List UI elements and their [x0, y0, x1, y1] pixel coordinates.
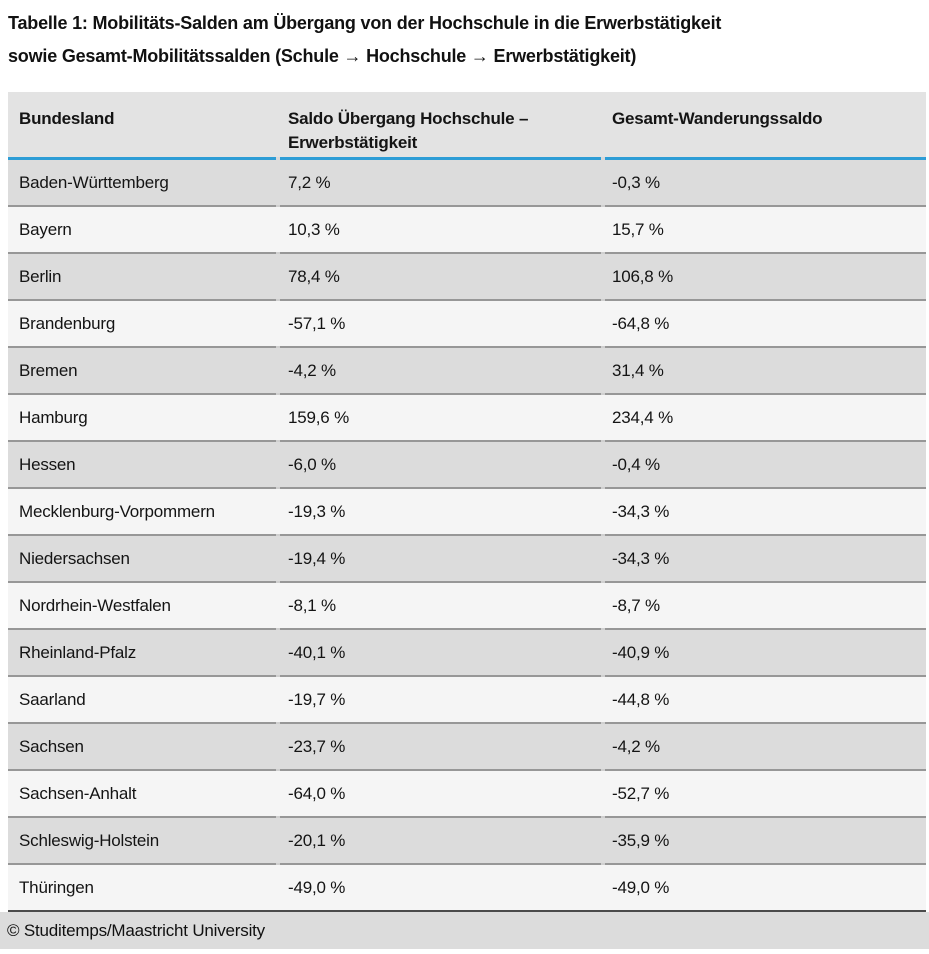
- gesamt-wanderungssaldo-cell: -40,9 %: [612, 642, 670, 662]
- saldo-hochschule-cell: -19,3 %: [288, 501, 346, 521]
- saldo-hochschule-cell: -57,1 %: [288, 313, 346, 333]
- saldo-hochschule-cell: 7,2 %: [288, 172, 331, 192]
- bundesland-cell: Thüringen: [19, 877, 94, 897]
- data-table: [8, 92, 926, 912]
- gesamt-wanderungssaldo-cell: -4,2 %: [612, 736, 660, 756]
- gesamt-wanderungssaldo-cell: -64,8 %: [612, 313, 670, 333]
- table-row: [8, 440, 926, 487]
- saldo-hochschule-cell: -4,2 %: [288, 360, 336, 380]
- bundesland-cell: Sachsen-Anhalt: [19, 783, 137, 803]
- source-credit-bar: [0, 912, 929, 949]
- gesamt-wanderungssaldo-cell: -0,4 %: [612, 454, 660, 474]
- bundesland-cell: Niedersachsen: [19, 548, 130, 568]
- bundesland-cell: Mecklenburg-Vorpommern: [19, 501, 215, 521]
- table-row: [8, 393, 926, 440]
- saldo-hochschule-cell: -23,7 %: [288, 736, 346, 756]
- table-header-row: [8, 92, 926, 157]
- table-row: [8, 160, 926, 205]
- bundesland-cell: Brandenburg: [19, 313, 116, 333]
- bundesland-cell: Schleswig-Holstein: [19, 830, 160, 850]
- table-row: [8, 252, 926, 299]
- column-header-saldo-line-1: Saldo Übergang Hochschule –: [288, 109, 529, 128]
- saldo-hochschule-cell: -19,4 %: [288, 548, 346, 568]
- saldo-hochschule-cell: 78,4 %: [288, 266, 340, 286]
- table-row: [8, 628, 926, 675]
- saldo-hochschule-cell: -8,1 %: [288, 595, 336, 615]
- bundesland-cell: Saarland: [19, 689, 86, 709]
- table-row: [8, 299, 926, 346]
- table-row: [8, 581, 926, 628]
- table-row: [8, 346, 926, 393]
- gesamt-wanderungssaldo-cell: -34,3 %: [612, 501, 670, 521]
- gesamt-wanderungssaldo-cell: -0,3 %: [612, 172, 660, 192]
- table-row: [8, 205, 926, 252]
- table-title: [0, 0, 929, 92]
- gesamt-wanderungssaldo-cell: -8,7 %: [612, 595, 660, 615]
- table-row: [8, 863, 926, 910]
- gesamt-wanderungssaldo-cell: 15,7 %: [612, 219, 664, 239]
- title-line-2: sowie Gesamt-Mobilitätssalden (Schule → Hochschule → Erwerbstätigkeit): [8, 46, 637, 66]
- saldo-hochschule-cell: -6,0 %: [288, 454, 336, 474]
- column-header-gesamt-wanderungssaldo: Gesamt-Wanderungssaldo: [612, 109, 823, 128]
- saldo-hochschule-cell: -19,7 %: [288, 689, 346, 709]
- table-row: [8, 816, 926, 863]
- bundesland-cell: Baden-Württemberg: [19, 172, 169, 192]
- column-header-saldo-line-2: Erwerbstätigkeit: [288, 133, 418, 152]
- gesamt-wanderungssaldo-cell: 31,4 %: [612, 360, 664, 380]
- gesamt-wanderungssaldo-cell: -34,3 %: [612, 548, 670, 568]
- bundesland-cell: Hamburg: [19, 407, 88, 427]
- table-row: [8, 534, 926, 581]
- bundesland-cell: Hessen: [19, 454, 76, 474]
- bundesland-cell: Sachsen: [19, 736, 84, 756]
- table-row: [8, 769, 926, 816]
- bundesland-cell: Rheinland-Pfalz: [19, 642, 137, 662]
- bundesland-cell: Bremen: [19, 360, 78, 380]
- column-header-saldo-hochschule: [280, 92, 605, 155]
- saldo-hochschule-cell: 159,6 %: [288, 407, 349, 427]
- bundesland-cell: Bayern: [19, 219, 72, 239]
- gesamt-wanderungssaldo-cell: -52,7 %: [612, 783, 670, 803]
- saldo-hochschule-cell: -20,1 %: [288, 830, 346, 850]
- saldo-hochschule-cell: -49,0 %: [288, 877, 346, 897]
- saldo-hochschule-cell: 10,3 %: [288, 219, 340, 239]
- table-row: [8, 675, 926, 722]
- gesamt-wanderungssaldo-cell: -35,9 %: [612, 830, 670, 850]
- bundesland-cell: Berlin: [19, 266, 62, 286]
- source-credit-text: © Studitemps/Maastricht University: [7, 920, 265, 940]
- table-row: [8, 722, 926, 769]
- gesamt-wanderungssaldo-cell: -49,0 %: [612, 877, 670, 897]
- saldo-hochschule-cell: -40,1 %: [288, 642, 346, 662]
- table-row: [8, 487, 926, 534]
- table-body: [8, 160, 926, 910]
- column-header-bundesland: Bundesland: [19, 109, 115, 128]
- gesamt-wanderungssaldo-cell: 106,8 %: [612, 266, 673, 286]
- bundesland-cell: Nordrhein-Westfalen: [19, 595, 171, 615]
- title-line-1: Tabelle 1: Mobilitäts-Salden am Übergang von der Hochschule in die Erwerbstätigkeit: [8, 13, 722, 33]
- gesamt-wanderungssaldo-cell: -44,8 %: [612, 689, 670, 709]
- gesamt-wanderungssaldo-cell: 234,4 %: [612, 407, 673, 427]
- saldo-hochschule-cell: -64,0 %: [288, 783, 346, 803]
